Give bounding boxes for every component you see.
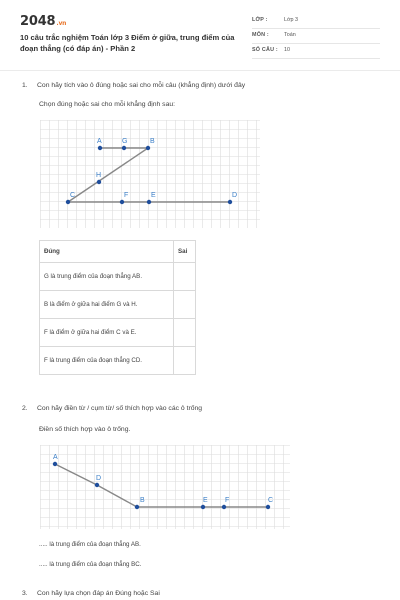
statement-cell[interactable]: F là trung điểm của đoạn thẳng CD. [40,347,174,375]
point-label: A [97,138,102,145]
point-label: F [124,192,129,199]
figure-grid [40,445,290,529]
point-label: F [225,497,230,504]
point-label: E [151,192,156,199]
table-row[interactable] [40,347,196,375]
meta-label: SỐ CÂU : [252,47,278,53]
point-a [98,146,102,150]
point-c [266,505,270,509]
question-number: 1. [22,82,28,89]
meta-value: Lớp 3 [284,17,299,23]
meta-value: Toán [284,32,296,38]
header-correct: Đúng [40,241,174,263]
point-b [135,505,139,509]
statement-cell[interactable]: B là điểm ở giữa hai điểm G và H. [40,291,174,319]
fill-line-2[interactable]: ..... là trung điểm của đoạn thẳng BC. [39,561,142,568]
question-2-figure [40,445,290,529]
true-false-table [39,240,196,375]
question-text: Con hãy lựa chọn đáp án Đúng hoặc Sai [37,590,160,597]
meta-row-subject [252,29,380,44]
point-a [53,462,57,466]
header-wrong: Sai [174,241,196,263]
point-label: G [122,138,128,145]
table-row[interactable] [40,319,196,347]
meta-label: MÔN : [252,32,269,38]
point-d [228,200,232,204]
statement-cell[interactable]: F là điểm ở giữa hai điểm C và E. [40,319,174,347]
logo-sub-text: .vn [56,20,67,27]
point-label: C [70,192,76,199]
point-label: D [96,475,102,482]
point-b [146,146,150,150]
wrong-cell[interactable] [174,263,196,291]
wrong-cell[interactable] [174,291,196,319]
logo-main-text: 2048 [20,14,56,29]
point-d [95,483,99,487]
question-number: 2. [22,405,28,412]
question-number: 3. [22,590,28,597]
wrong-cell[interactable] [174,347,196,375]
meta-info [252,14,380,59]
table-header-row [40,241,196,263]
point-label: B [150,138,155,145]
point-label: B [140,497,145,504]
point-f [222,505,226,509]
site-logo[interactable] [20,14,66,29]
segment-db [97,485,137,507]
question-text: Con hãy điền từ / cụm từ/ số thích hợp vào các ô trống [37,405,203,412]
point-h [97,180,101,184]
point-f [120,200,124,204]
segment-bc [68,148,148,202]
point-c [66,200,70,204]
figure-grid [40,120,260,228]
point-label: H [96,172,102,179]
point-label: D [232,192,238,199]
question-1-instruction: Chọn đúng hoặc sai cho mỗi khẳng định sau: [39,101,176,108]
point-e [147,200,151,204]
fill-line-1[interactable]: ..... là trung điểm của đoạn thẳng AB. [39,541,141,548]
point-g [122,146,126,150]
point-label: E [203,497,208,504]
question-2-instruction: Điền số thích hợp vào ô trống. [39,426,131,433]
point-e [201,505,205,509]
point-label: A [53,454,58,461]
question-text: Con hãy tích vào ô đúng hoặc sai cho mỗi câu (khẳng định) dưới đây [37,82,246,89]
meta-label: LỚP : [252,17,268,23]
meta-value: 10 [284,47,290,53]
table-row[interactable] [40,263,196,291]
wrong-cell[interactable] [174,319,196,347]
statement-cell[interactable]: G là trung điểm của đoạn thẳng AB. [40,263,174,291]
page-title: 10 câu trắc nghiệm Toán lớp 3 Điểm ở giữa, trung điểm của đoạn thẳng (có đáp án) - Phần 2 [20,33,235,53]
meta-row-count [252,44,380,59]
segment-ad [55,464,97,485]
header-divider [0,70,400,71]
meta-row-grade [252,14,380,29]
question-1-figure [40,120,260,228]
table-row[interactable] [40,291,196,319]
point-label: C [268,497,274,504]
page-header [0,0,400,66]
